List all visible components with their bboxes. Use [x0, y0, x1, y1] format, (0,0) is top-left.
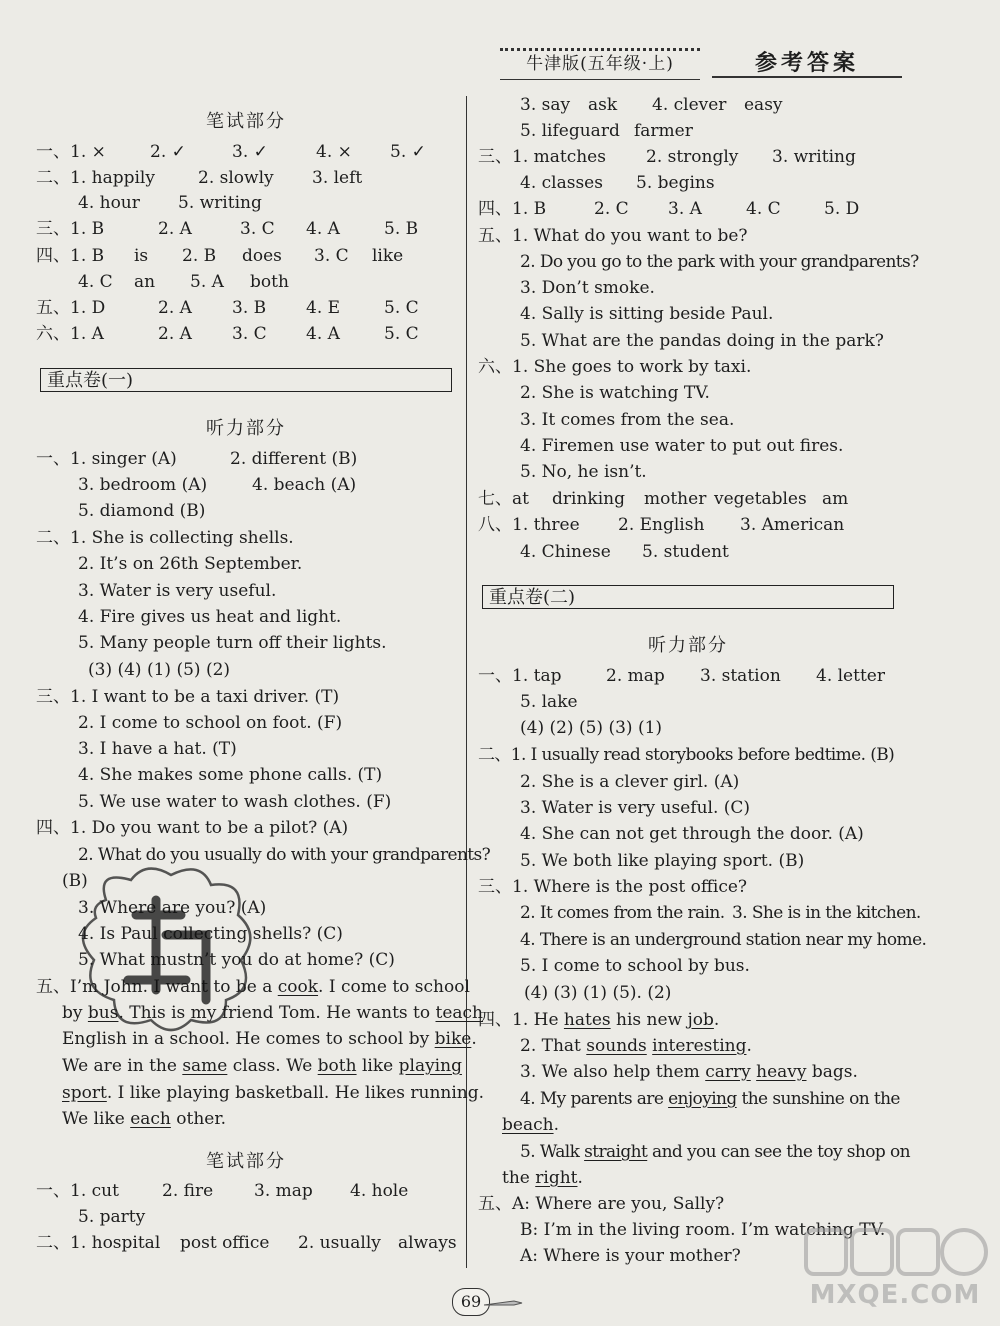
- answer-line: 2. I come to school on foot. (F): [78, 713, 343, 733]
- answer-line: 4. Is Paul collecting shells? (C): [78, 924, 343, 944]
- answer-line: (B): [62, 871, 88, 891]
- filled-blank: enjoying: [668, 1089, 737, 1109]
- answer-line: 5. No, he isn’t.: [520, 462, 647, 482]
- answer-line: 五、1. What do you want to be?: [478, 226, 748, 246]
- filled-blank: bike: [434, 1029, 472, 1049]
- filled-blank: heavy: [756, 1062, 807, 1082]
- answer-line: beach.: [502, 1115, 559, 1135]
- filled-blank: playing: [398, 1056, 462, 1076]
- answer-line: 六、1. She goes to work by taxi.: [478, 357, 752, 377]
- answer-line: 5. Walk straight and you can see the toy shop on: [520, 1142, 910, 1162]
- answer-line: (3) (4) (1) (5) (2): [88, 660, 231, 680]
- filled-blank: hates: [563, 1010, 611, 1030]
- answer-line: the right.: [502, 1168, 583, 1188]
- answer-line: 5. What are the pandas doing in the park?: [520, 331, 884, 351]
- filled-blank: job: [687, 1010, 714, 1030]
- answer-line: (4) (2) (5) (3) (1): [520, 718, 663, 738]
- answer-line: 4. She can not get through the door. (A): [520, 824, 864, 844]
- passage-line: We like each other.: [62, 1109, 227, 1129]
- answer-line: 3. I have a hat. (T): [78, 739, 237, 759]
- answer-line: A: Where is your mother?: [520, 1246, 741, 1266]
- header-rule: [712, 76, 902, 78]
- answer-line: 2. What do you usually do with your grandparents?: [78, 845, 491, 865]
- answer-line: 三、1. I want to be a taxi driver. (T): [36, 687, 340, 707]
- answer-line: 5. diamond (B): [78, 501, 206, 521]
- answer-line: B: I’m in the living room. I’m watching TV.: [520, 1220, 886, 1240]
- filled-blank: beach: [502, 1115, 554, 1135]
- answer-line: 2. Do you go to the park with your grandparents?: [520, 252, 919, 272]
- section-box-key-paper-1: 重点卷(一): [40, 368, 452, 392]
- answer-line: 5. We both like playing sport. (B): [520, 851, 805, 871]
- section-box-key-paper-2: 重点卷(二): [482, 585, 894, 609]
- filled-blank: cook: [277, 977, 319, 997]
- section-title-written: 笔试部分: [206, 1151, 286, 1172]
- answer-line: 4. She makes some phone calls. (T): [78, 765, 383, 785]
- page-number: 69: [452, 1288, 490, 1316]
- filled-blank: bus: [87, 1003, 119, 1023]
- filled-blank: straight: [584, 1142, 648, 1162]
- answer-line: 三、1. Where is the post office?: [478, 877, 748, 897]
- section-title-written: 笔试部分: [206, 111, 286, 132]
- filled-blank: each: [130, 1109, 171, 1129]
- answer-line: 四、1. Do you want to be a pilot? (A): [36, 818, 349, 838]
- answer-line: 5. lake: [520, 692, 578, 712]
- passage-line: We are in the same class. We both like playing: [62, 1056, 462, 1076]
- answer-line: 2. It’s on 26th September.: [78, 554, 303, 574]
- pencil-icon: [484, 1296, 524, 1310]
- filled-blank: interesting: [652, 1036, 747, 1056]
- filled-blank: sport: [62, 1083, 107, 1103]
- answer-line: 五、A: Where are you, Sally?: [478, 1194, 725, 1214]
- answer-line: 2. She is a clever girl. (A): [520, 772, 740, 792]
- passage-line: by bus. This is my friend Tom. He wants to teach: [62, 1003, 483, 1023]
- filled-blank: same: [182, 1056, 228, 1076]
- answer-line: (4) (3) (1) (5). (2): [524, 983, 672, 1003]
- section-title-listening: 听力部分: [648, 635, 728, 656]
- answer-line: 3. Where are you? (A): [78, 898, 267, 918]
- answer-line: 4. There is an underground station near my home.: [520, 930, 927, 950]
- answer-key-page: 牛津版(五年级·上) 参考答案 笔试部分 一、1. × 2. ✓ 3. ✓ 4. × 5. ✓ 二、1. happily 2. slowly 3. left 4. hour 5. writing 三、1. B 2. A 3. C 4. A 5. B 四、1. B is 2. B does 3. C like 4. C an 5. A both 五、1. D 2. A 3. B 4. E 5. C 六、1. A 2. A 3. C 4. A 5. C 重点卷(一) 听力部分 一、1. singer (A) 2. different (B) 3. bedroom (A) 4. beach (A) 5. diamond (B) 二、1. She is collecting shells. 2. It’s on 26th September. 3. Water is very useful. 4. Fire gives us heat and light. 5. Many people turn off their lights. (3) (4) (1) (5) (2) 三、1. I want to be a taxi driver. (T) 2. I come to school on foot. (F) 3. I have a hat. (T) 4. She makes some phone calls. (T) 5. We use water to wash clothes. (F) 四、1. Do you want to be a pilot? (A) 2. What do you usually do with your grandparents? (B) 3. Where are you? (A) 4. Is Paul collecting shells? (C) 5. What mustn’t you do at home? (C) 五、I’m John. I want to be a cook. I come to school by bus. This is my friend Tom. He wants to teach English in a school. He comes to school by bike. We are in the same class. We both like playing sport. I like playing basketball. He likes running. We like each other. 笔试部分 一、1. cut 2. fire 3. map 4. hole 5. party 二、1. hospital post office 2. usually always 3. say ask 4. clever easy 5. lifeguard farmer 三、1. matches 2. strongly 3. writing 4. classes 5. begins 四、1. B 2. C 3. A 4. C 5. D 五、1. What do you want to be? 2. Do you go to the park with your grandparents? 3. Don’t smoke. 4. Sally is sitting beside Paul. 5. What are the pandas doing in the park? 六、1. She goes to work by taxi. 2. She is watching TV. 3. It comes from the sea. 4. Firemen use water to put out fires. 5. No, he isn’t. 七、at drinking mother vegetables am 八、1. three 2. English 3. American 4. Chinese 5. student 重点卷(二) 听力部分 一、1. tap 2. map 3. station 4. letter 5. lake (4) (2) (5) (3) (1) 二、1. I usually read storybooks before bedtime. (B) 2. She is a clever girl. (A) 3. Water is very useful. (C) 4. She can not get through the door. (A) 5. We both like playing sport. (B) 三、1. Where is the post office? 2. It comes from the rain. 3. She is in the kitchen. 4. There is an underground station near my home. 5. I come to school by bus. (4) (3) (1) (5). (2) 四、1. He hates his new job. 2. That sounds interesting. 3. We also help them carry heavy bags. 4. My parents are enjoying the sunshine on the beach. 5. Walk straight and you can see the toy shop on the right. 五、A: Where are you, Sally? B: I’m in the living room. I’m watching TV. A: Where is your mother? 69 MXQE.COM: [0, 0, 1000, 1326]
- filled-blank: right: [535, 1168, 578, 1188]
- answer-line: 4. Firemen use water to put out fires.: [520, 436, 844, 456]
- watermark-logo-icon: [800, 1222, 990, 1282]
- passage-line: 五、I’m John. I want to be a cook. I come to school: [36, 977, 470, 997]
- answer-line: 5. We use water to wash clothes. (F): [78, 792, 392, 812]
- answer-line: 3. Water is very useful. (C): [520, 798, 751, 818]
- stamp-seal: [66, 860, 266, 1040]
- answer-line: 3. It comes from the sea.: [520, 410, 735, 430]
- answer-line: 5. party: [78, 1207, 146, 1227]
- filled-blank: teach: [435, 1003, 483, 1023]
- passage-line: sport. I like playing basketball. He likes running.: [62, 1083, 485, 1103]
- filled-blank: both: [317, 1056, 357, 1076]
- watermark-text: MXQE.COM: [809, 1280, 981, 1310]
- answer-line: 4. My parents are enjoying the sunshine on the: [520, 1089, 900, 1109]
- answer-line: 2. She is watching TV.: [520, 383, 710, 403]
- passage-line: English in a school. He comes to school by bike.: [62, 1029, 477, 1049]
- answer-line: 3. We also help them carry heavy bags.: [520, 1062, 858, 1082]
- answer-line: 四、1. He hates his new job.: [478, 1010, 720, 1030]
- answer-line: 3. Water is very useful.: [78, 581, 277, 601]
- answer-line: 3. Don’t smoke.: [520, 278, 655, 298]
- answer-line: 5. What mustn’t you do at home? (C): [78, 950, 395, 970]
- answer-line: 4. Fire gives us heat and light.: [78, 607, 342, 627]
- watermark: [800, 1222, 990, 1318]
- filled-blank: sounds: [586, 1036, 647, 1056]
- answer-line: 2. That sounds interesting.: [520, 1036, 752, 1056]
- filled-blank: carry: [705, 1062, 751, 1082]
- answer-key-title: 参考答案: [754, 50, 859, 76]
- answer-line: 二、1. She is collecting shells.: [36, 528, 294, 548]
- edition-label: 牛津版(五年级·上): [500, 48, 700, 80]
- section-title-listening: 听力部分: [206, 418, 286, 439]
- answer-line: 4. Sally is sitting beside Paul.: [520, 304, 774, 324]
- answer-line: 5. I come to school by bus.: [520, 956, 750, 976]
- answer-line: 二、1. I usually read storybooks before bedtime. (B): [478, 745, 895, 765]
- answer-line: 5. Many people turn off their lights.: [78, 633, 387, 653]
